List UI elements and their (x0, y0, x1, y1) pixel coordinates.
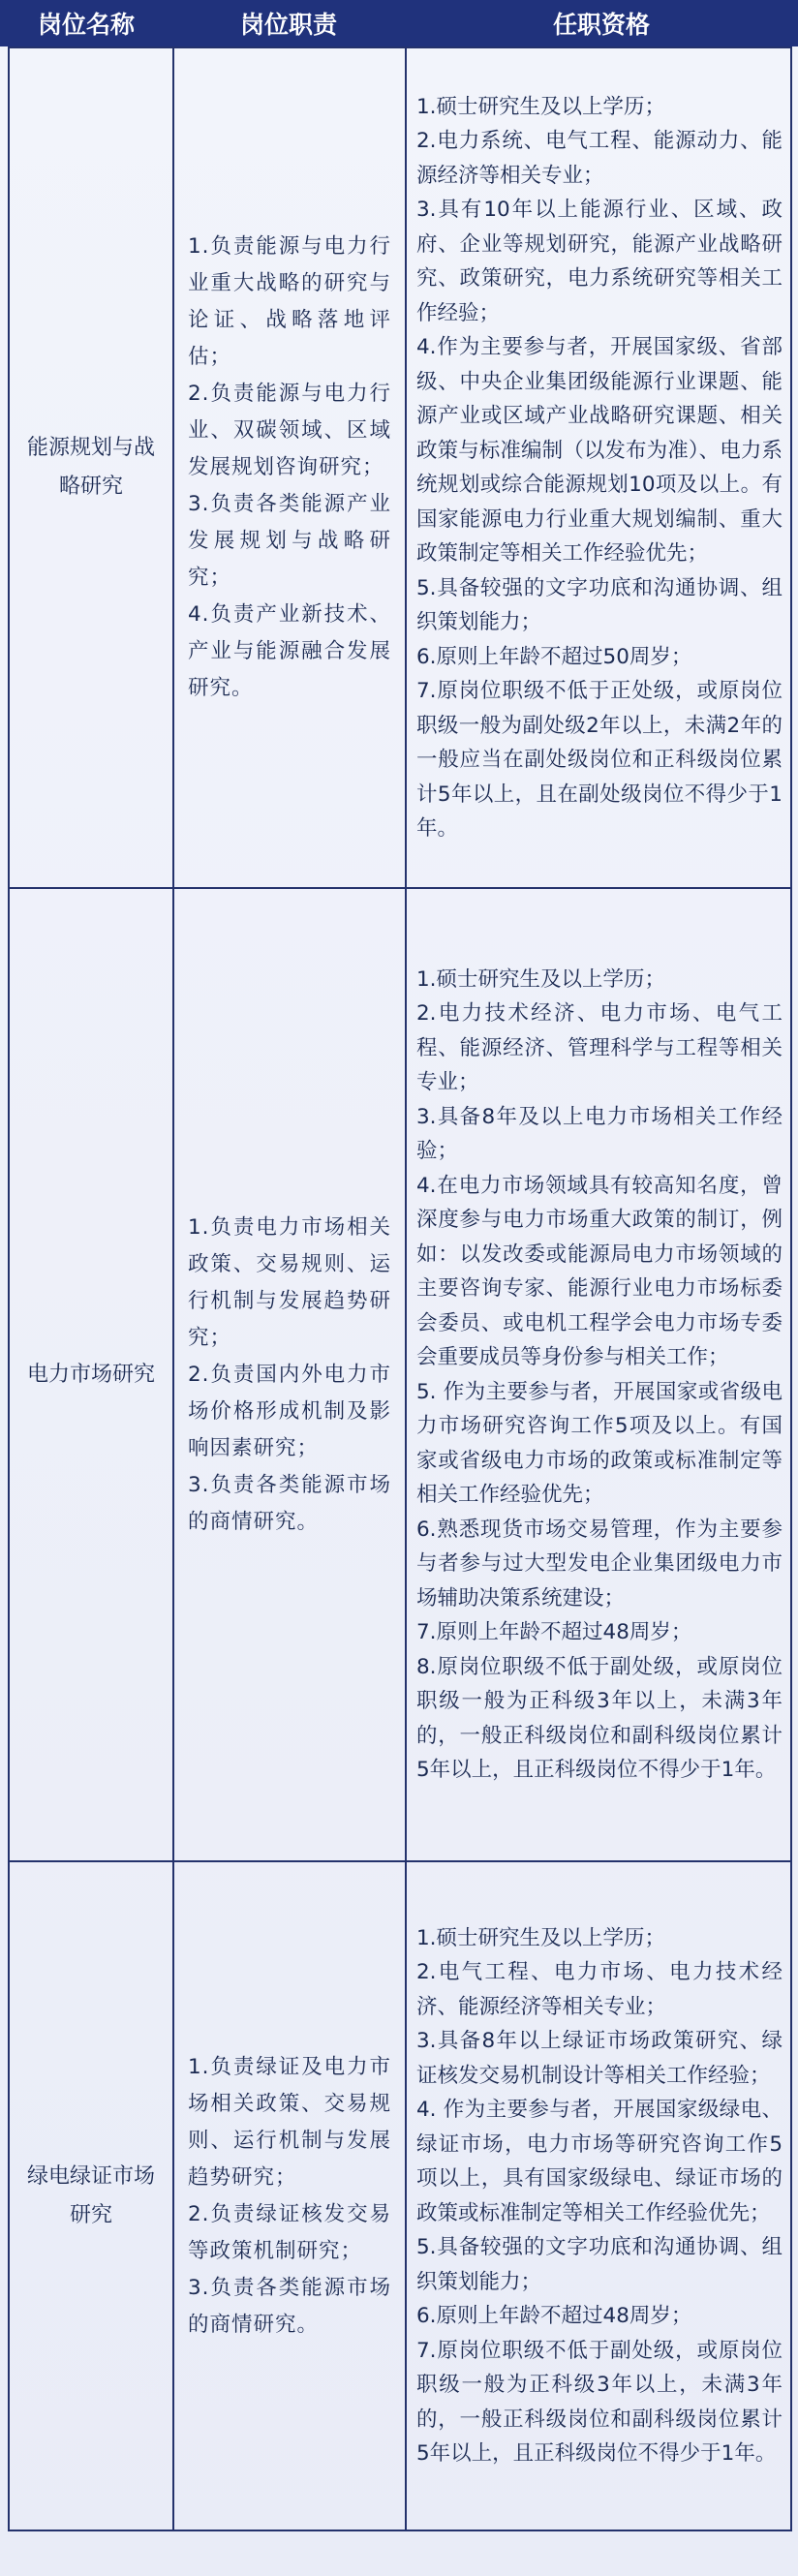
qualification-item: 5.具备较强的文字功底和沟通协调、组织策划能力； (416, 2235, 783, 2294)
header-qualifications: 任职资格 (552, 11, 650, 39)
duties-cell (173, 888, 406, 1861)
duty-item: 1.负责能源与电力行业重大战略的研究与论证、战略落地评估； (188, 234, 391, 369)
qualification-item: 7.原岗位职级不低于副处级，或原岗位职级一般为正科级3年以上，未满3年的，一般正科级岗位和副科级岗位累计5年以上，且正科级岗位不得少于1年。 (416, 2338, 783, 2466)
qualification-item: 3.具有10年以上能源行业、区域、政府、企业等规划研究，能源产业战略研究、政策研究，电力系统研究等相关工作经验； (416, 198, 783, 325)
table-row (9, 888, 791, 1861)
duty-item: 3.负责各类能源市场的商情研究。 (188, 2275, 391, 2337)
qualifications-list (407, 1921, 790, 2471)
qualification-item: 4.作为主要参与者，开展国家级、省部级、中央企业集团级能源行业课题、能源产业或区域产业战略研究课题、相关政策与标准编制（以发布为准）、电力系统规划或综合能源规划10项及以上。有国家能源电力行业重大规划编制、重大政策制定等相关工作经验优先； (416, 335, 783, 566)
qualifications-list (407, 963, 790, 1788)
qualification-item: 7.原岗位职级不低于正处级，或原岗位职级一般为副处级2年以上，未满2年的一般应当在副处级岗位和正科级岗位累计5年以上，且在副处级岗位不得少于1年。 (416, 679, 783, 841)
duty-item: 2.负责能源与电力行业、双碳领域、区域发展规划咨询研究； (188, 382, 391, 479)
qualification-item: 1.硕士研究生及以上学历； (416, 1925, 666, 1950)
position-name: 能源规划与战略研究 (26, 436, 155, 499)
job-table (8, 46, 792, 2531)
duty-item: 1.负责电力市场相关政策、交易规则、运行机制与发展趋势研究； (188, 1214, 391, 1350)
position-name: 电力市场研究 (26, 1362, 155, 1387)
duty-item: 1.负责绿证及电力市场相关政策、交易规则、运行机制与发展趋势研究； (188, 2054, 391, 2190)
qualifications-cell (406, 888, 791, 1861)
qualification-item: 3.具备8年以上绿证市场政策研究、绿证核发交易机制设计等相关工作经验； (416, 2029, 783, 2088)
duty-item: 4.负责产业新技术、产业与能源融合发展研究。 (188, 602, 391, 700)
qualification-item: 3.具备8年及以上电力市场相关工作经验； (416, 1104, 783, 1163)
qualification-item: 6.原则上年龄不超过48周岁； (416, 2304, 692, 2328)
qualification-item: 7.原则上年龄不超过48周岁； (416, 1620, 692, 1644)
duty-item: 3.负责各类能源产业发展规划与战略研究； (188, 492, 391, 590)
duties-list (174, 1210, 405, 1541)
duties-list (174, 2049, 405, 2344)
duty-item: 2.负责国内外电力市场价格形成机制及影响因素研究； (188, 1362, 391, 1460)
qualifications-cell (406, 47, 791, 888)
position-name-cell (9, 47, 173, 888)
table-row (9, 47, 791, 888)
table-header (0, 0, 798, 46)
duties-cell (173, 47, 406, 888)
position-name: 绿电绿证市场研究 (26, 2163, 155, 2227)
qualification-item: 8.原岗位职级不低于副处级，或原岗位职级一般为正科级3年以上，未满3年的，一般正科级岗位和副科级岗位累计5年以上，且正科级岗位不得少于1年。 (416, 1654, 783, 1782)
qualification-item: 5. 作为主要参与者，开展国家或省级电力市场研究咨询工作5项及以上。有国家或省级电力市场的政策或标准制定等相关工作经验优先； (416, 1379, 783, 1507)
qualification-item: 6.熟悉现货市场交易管理，作为主要参与者参与过大型发电企业集团级电力市场辅助决策系统建设； (416, 1517, 783, 1610)
duty-item: 3.负责各类能源市场的商情研究。 (188, 1472, 391, 1534)
header-position-name: 岗位名称 (37, 11, 135, 39)
qualification-item: 2.电力系统、电气工程、能源动力、能源经济等相关专业； (416, 129, 783, 188)
table-row (9, 1861, 791, 2530)
qualifications-list (407, 90, 790, 846)
qualification-item: 2.电气工程、电力市场、电力技术经济、能源经济等相关专业； (416, 1960, 783, 2019)
duty-item: 2.负责绿证核发交易等政策机制研究； (188, 2201, 391, 2263)
qualification-item: 1.硕士研究生及以上学历； (416, 966, 666, 992)
position-name-cell (9, 888, 173, 1861)
qualification-item: 4.在电力市场领域具有较高知名度，曾深度参与电力市场重大政策的制订，例如：以发改委或能源局电力市场领域的主要咨询专家、能源行业电力市场标委会委员、或电机工程学会电力市场专委会重要成员等身份参与相关工作； (416, 1173, 783, 1369)
duties-list (174, 229, 405, 707)
qualification-item: 2.电力技术经济、电力市场、电气工程、能源经济、管理科学与工程等相关专业； (416, 1001, 783, 1094)
qualification-item: 5.具备较强的文字功底和沟通协调、组织策划能力； (416, 575, 783, 634)
qualification-item: 1.硕士研究生及以上学历； (416, 94, 666, 119)
header-duties: 岗位职责 (239, 11, 337, 39)
qualification-item: 4. 作为主要参与者，开展国家级绿电、绿证市场，电力市场等研究咨询工作5项以上，具有国家级绿电、绿证市场的政策或标准制定等相关工作经验优先； (416, 2098, 783, 2225)
position-name-cell (9, 1861, 173, 2530)
qualifications-cell (406, 1861, 791, 2530)
duties-cell (173, 1861, 406, 2530)
qualification-item: 6.原则上年龄不超过50周岁； (416, 644, 692, 669)
